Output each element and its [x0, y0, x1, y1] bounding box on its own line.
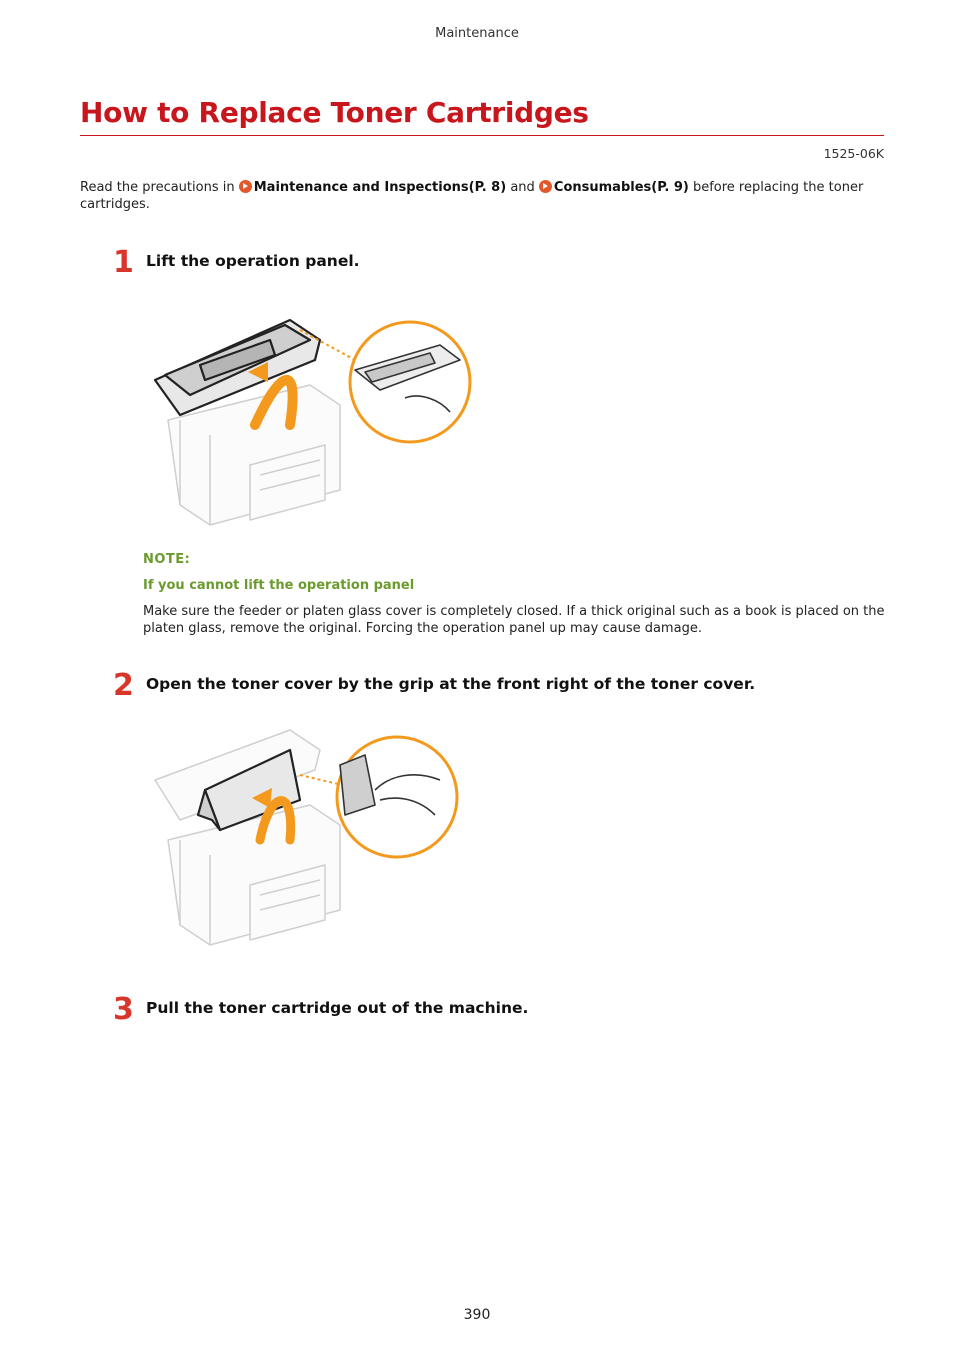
note-heading: If you cannot lift the operation panel [143, 578, 415, 593]
step-2-text: Open the toner cover by the grip at the front right of the toner cover. [146, 675, 756, 693]
step-1-text: Lift the operation panel. [146, 252, 360, 270]
note-label: NOTE: [143, 552, 191, 567]
arrow-circle-icon [239, 180, 252, 193]
step-1-illustration [150, 300, 480, 535]
title-divider [80, 135, 884, 136]
intro-paragraph [80, 179, 880, 213]
maintenance-link[interactable] [239, 180, 506, 195]
step-3-number: 3 [113, 992, 134, 1027]
document-code: 1525-06K [823, 146, 884, 161]
step-2-illustration [150, 720, 470, 955]
page-title: How to Replace Toner Cartridges [80, 96, 589, 129]
intro-suffix: before replacing the toner cartridges. [80, 180, 864, 212]
intro-prefix: Read the precautions in [80, 180, 235, 195]
intro-middle: and [510, 180, 535, 195]
step-2-number: 2 [113, 668, 134, 703]
note-body: Make sure the feeder or platen glass cover is completely closed. If a thick original such as a book is placed on the platen glass, remove the original. Forcing the operation panel up may cause damage. [143, 604, 885, 636]
page-number: 390 [463, 1307, 491, 1323]
consumables-link-label: Consumables(P. 9) [553, 180, 689, 195]
consumables-link[interactable] [539, 180, 689, 195]
running-header: Maintenance [435, 26, 519, 41]
arrow-circle-icon [539, 180, 552, 193]
step-1-number: 1 [113, 245, 134, 280]
step-3-text: Pull the toner cartridge out of the machine. [146, 999, 529, 1017]
maintenance-link-label: Maintenance and Inspections(P. 8) [253, 180, 507, 195]
